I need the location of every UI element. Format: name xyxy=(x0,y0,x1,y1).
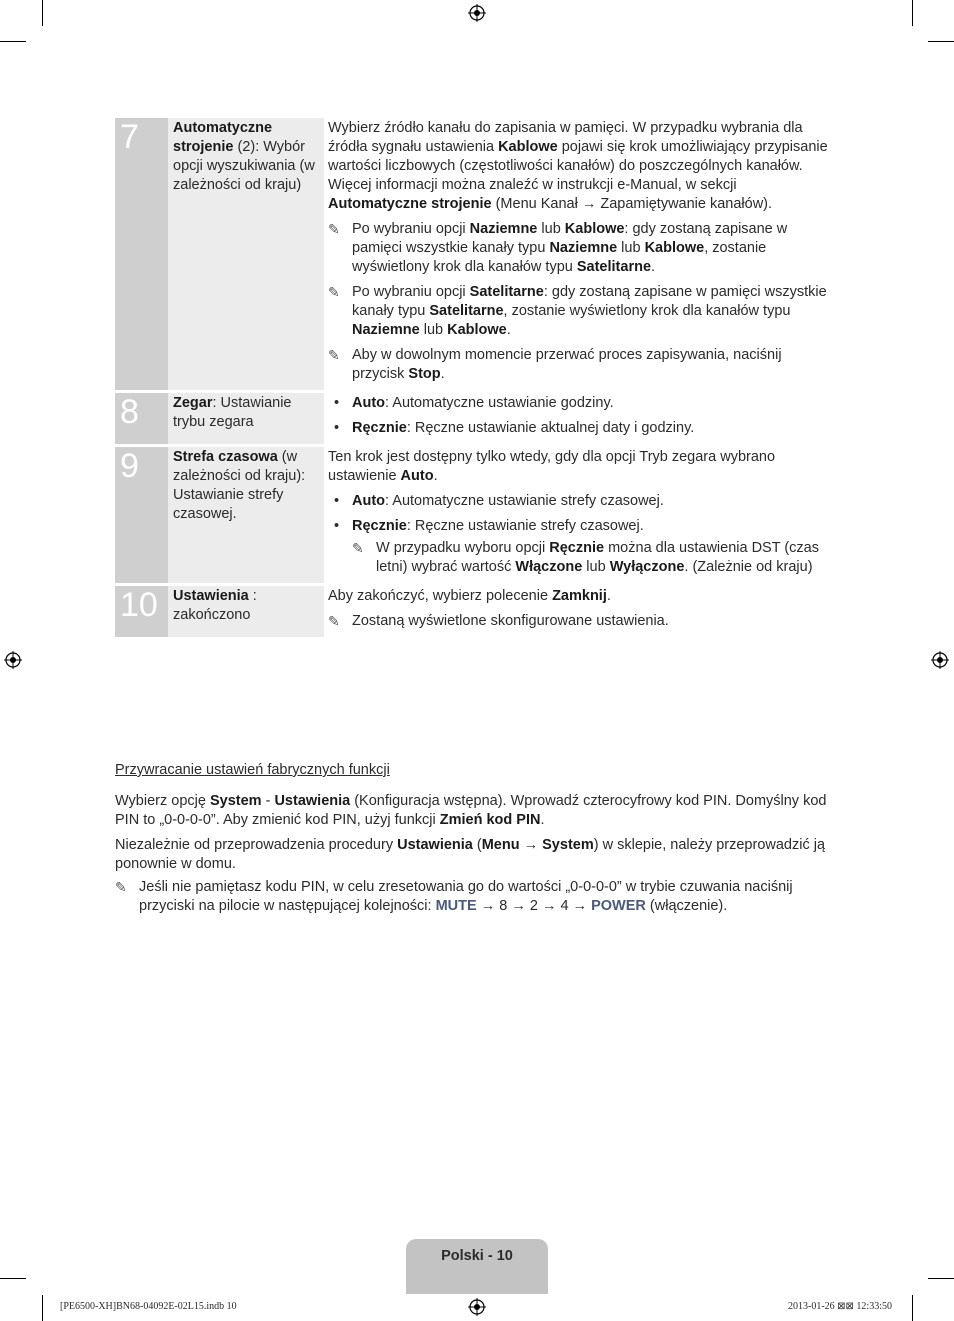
step-number: 8 xyxy=(115,393,168,444)
text-run: (Menu Kanał → Zapamiętywanie kanałów). xyxy=(491,196,773,212)
text-run: : gdy zostaną zapisane w pamięci wszystkie kanały typu xyxy=(352,221,788,256)
bold-text: Satelitarne xyxy=(429,303,504,319)
text-run: lub xyxy=(582,559,610,575)
text-run: Aby w dowolnym momencie przerwać proces zapisywania, naciśnij przycisk xyxy=(352,347,782,382)
print-info-left: [PE6500-XH]BN68-04092E-02L15.indb 10 xyxy=(60,1301,237,1312)
bullet-item xyxy=(328,394,832,413)
text-run: : Automatyczne ustawianie godziny. xyxy=(385,395,614,411)
bullet-line xyxy=(328,394,832,413)
text-run: , zostanie wyświetlony krok dla kanałów typu xyxy=(503,303,791,319)
bold-text: System xyxy=(542,837,594,853)
bullet-line xyxy=(328,517,832,536)
text-run: Po wybraniu opcji xyxy=(352,221,470,237)
section-note xyxy=(115,878,840,916)
pencil-note-icon: ✎ xyxy=(328,613,340,629)
bullet-item xyxy=(328,517,832,577)
bold-text: Kablowe xyxy=(644,240,705,256)
bold-text: Kablowe xyxy=(447,322,507,338)
note-text xyxy=(352,612,669,631)
bold-text: Zmień kod PIN xyxy=(439,812,541,828)
bold-text: Menu xyxy=(481,837,520,853)
bold-text: Ręcznie xyxy=(352,518,407,534)
bullet-icon: • xyxy=(334,420,340,436)
bold-text: Auto xyxy=(352,395,386,411)
step-label-rest: (2): Wybór opcji wyszukiwania (w zależności od kraju) xyxy=(173,139,315,193)
pencil-note-icon: ✎ xyxy=(328,221,340,237)
text-run: : Automatyczne ustawianie strefy czasowej. xyxy=(385,493,664,509)
text-run: . xyxy=(506,322,511,338)
section-paragraph xyxy=(115,792,840,830)
crop-mark xyxy=(912,0,913,26)
section-title: Przywracanie ustawień fabrycznych funkcji xyxy=(115,762,390,778)
button-name: POWER xyxy=(591,898,646,914)
bullet-text xyxy=(352,419,694,438)
text-run: ) w sklepie, należy przeprowadzić ją ponownie w domu. xyxy=(115,837,826,872)
text-run: (Konfiguracja wstępna). Wprowadź czterocyfrowy kod PIN. Domyślny kod PIN to „0-0-0-0”. Aby zmienić kod PIN, użyj funkcji xyxy=(115,793,827,828)
note-text xyxy=(352,283,832,340)
note xyxy=(328,346,832,384)
note-text xyxy=(139,878,840,916)
pencil-note-icon: ✎ xyxy=(352,540,364,556)
text-run: lub xyxy=(537,221,565,237)
step-label xyxy=(168,118,324,390)
text-run: . xyxy=(440,366,445,382)
step-label xyxy=(168,586,324,637)
bullet-text xyxy=(352,394,614,413)
note xyxy=(328,283,832,340)
print-info-right: 2013-01-26 ⊠⊠ 12:33:50 xyxy=(788,1301,892,1312)
text-run: Ten krok jest dostępny tylko wtedy, gdy dla opcji Tryb zegara wybrano ustawienie xyxy=(328,449,776,484)
bullet-icon: • xyxy=(334,395,340,411)
bold-text: Zamknij xyxy=(552,588,607,604)
crop-mark xyxy=(42,0,43,26)
text-run: . xyxy=(540,812,545,828)
text-run: Wybierz opcję xyxy=(115,793,210,809)
text-run: → 8 → 2 → 4 → xyxy=(476,898,592,914)
step-label-rest: (w zależności od kraju): Ustawianie strefy czasowej. xyxy=(173,449,306,522)
text-run: lub xyxy=(419,322,448,338)
button-name: MUTE xyxy=(435,898,477,914)
note xyxy=(352,539,832,577)
step-description xyxy=(328,393,832,444)
bold-text: Satelitarne xyxy=(576,259,652,275)
bullet-line xyxy=(328,492,832,511)
bullet-text xyxy=(352,517,644,536)
bold-text: Auto xyxy=(400,468,434,484)
step-row xyxy=(115,393,832,444)
step-intro xyxy=(328,448,832,486)
text-run: można dla ustawienia DST (czas letni) wybrać wartość xyxy=(376,540,819,575)
bold-text: Wyłączone xyxy=(609,559,685,575)
setup-steps-table xyxy=(115,118,832,640)
bold-text: Naziemne xyxy=(352,322,420,338)
step-intro xyxy=(328,119,832,214)
step-label-rest: : zakończono xyxy=(173,588,257,623)
bullet-line xyxy=(328,419,832,438)
bold-text: Ręcznie xyxy=(549,540,605,556)
step-description xyxy=(328,118,832,390)
bold-text: Kablowe xyxy=(564,221,625,237)
step-label-bold: Zegar xyxy=(173,395,213,411)
step-label-bold: Ustawienia xyxy=(173,588,249,604)
bullet-item xyxy=(328,419,832,438)
text-run: lub xyxy=(617,240,645,256)
bold-text: Włączone xyxy=(515,559,583,575)
step-number: 7 xyxy=(115,118,168,390)
text-run: Wybierz źródło kanału do zapisania w pamięci. W przypadku wybrania dla źródła sygnału ustawienia xyxy=(328,120,803,155)
section-paragraph xyxy=(115,836,840,874)
pencil-note-icon: ✎ xyxy=(328,284,340,300)
text-run: Aby zakończyć, wybierz polecenie xyxy=(328,588,553,604)
text-run: pojawi się krok umożliwiający przypisanie wartości liczbowych (częstotliwości kanałów) do poszczególnych kanałów. Więcej informacji można znaleźć w instrukcji e-Manual, w sekcji xyxy=(328,139,828,193)
step-label xyxy=(168,447,324,583)
text-run: . xyxy=(606,588,611,604)
bold-text: Ustawienia xyxy=(397,837,473,853)
step-row xyxy=(115,586,832,637)
note-text xyxy=(352,220,832,277)
step-row xyxy=(115,118,832,390)
step-description xyxy=(328,586,832,637)
pencil-note-icon: ✎ xyxy=(328,347,340,363)
step-label-bold: Strefa czasowa xyxy=(173,449,278,465)
step-intro xyxy=(328,587,832,606)
page-number-tab xyxy=(406,1239,548,1294)
crop-mark xyxy=(42,1295,43,1321)
registration-mark-icon xyxy=(931,651,949,669)
text-run: : Ręczne ustawianie strefy czasowej. xyxy=(406,518,644,534)
bold-text: Stop xyxy=(408,366,441,382)
text-run: Zostaną wyświetlone skonfigurowane ustawienia. xyxy=(352,613,669,629)
page-label: Polski - 10 xyxy=(441,1248,513,1264)
text-run: : gdy zostaną zapisane w pamięci wszystkie kanały typu xyxy=(352,284,827,319)
factory-reset-section xyxy=(115,761,840,916)
registration-mark-icon xyxy=(468,4,486,22)
crop-mark xyxy=(928,41,954,42)
step-number: 10 xyxy=(115,586,168,637)
text-run: . xyxy=(433,468,438,484)
text-run: . (Zależnie od kraju) xyxy=(684,559,813,575)
pencil-note-icon: ✎ xyxy=(115,879,127,895)
note xyxy=(328,220,832,277)
step-label-bold: Automatyczne strojenie xyxy=(173,120,273,155)
text-run: Niezależnie od przeprowadzenia procedury xyxy=(115,837,398,853)
text-run: - xyxy=(261,793,275,809)
crop-mark xyxy=(0,1278,26,1279)
text-run: Jeśli nie pamiętasz kodu PIN, w celu zresetowania go do wartości „0-0-0-0” w trybie czuwania naciśnij przyciski na pilocie w następującej kolejności: xyxy=(139,879,793,914)
crop-mark xyxy=(928,1278,954,1279)
bullet-icon: • xyxy=(334,493,340,509)
bold-text: Kablowe xyxy=(498,139,558,155)
bold-text: Naziemne xyxy=(549,240,618,256)
bullet-icon: • xyxy=(334,518,340,534)
note-text xyxy=(352,346,832,384)
bold-text: Ręcznie xyxy=(352,420,407,436)
text-run: ( xyxy=(472,837,482,853)
crop-mark xyxy=(0,41,26,42)
crop-mark xyxy=(912,1295,913,1321)
bold-text: Auto xyxy=(352,493,386,509)
text-run: Po wybraniu opcji xyxy=(352,284,470,300)
registration-mark-icon xyxy=(468,1298,486,1316)
bold-text: System xyxy=(209,793,262,809)
bullet-text xyxy=(352,492,664,511)
text-run: , zostanie wyświetlony krok dla kanałów typu xyxy=(352,240,767,275)
bullet-item xyxy=(328,492,832,511)
bold-text: Ustawienia xyxy=(274,793,351,809)
step-row xyxy=(115,447,832,583)
bold-text: Naziemne xyxy=(469,221,538,237)
step-label-rest: : Ustawianie trybu zegara xyxy=(173,395,292,430)
note xyxy=(328,612,832,631)
text-run: (włączenie). xyxy=(645,898,728,914)
text-run: → xyxy=(519,837,543,853)
step-description xyxy=(328,447,832,583)
step-number: 9 xyxy=(115,447,168,583)
note-text xyxy=(376,539,832,577)
bold-text: Automatyczne strojenie xyxy=(328,196,492,212)
text-run: : Ręczne ustawianie aktualnej daty i godziny. xyxy=(406,420,695,436)
text-run: W przypadku wyboru opcji xyxy=(376,540,550,556)
registration-mark-icon xyxy=(4,651,22,669)
text-run: . xyxy=(651,259,656,275)
step-label xyxy=(168,393,324,444)
bold-text: Satelitarne xyxy=(469,284,544,300)
